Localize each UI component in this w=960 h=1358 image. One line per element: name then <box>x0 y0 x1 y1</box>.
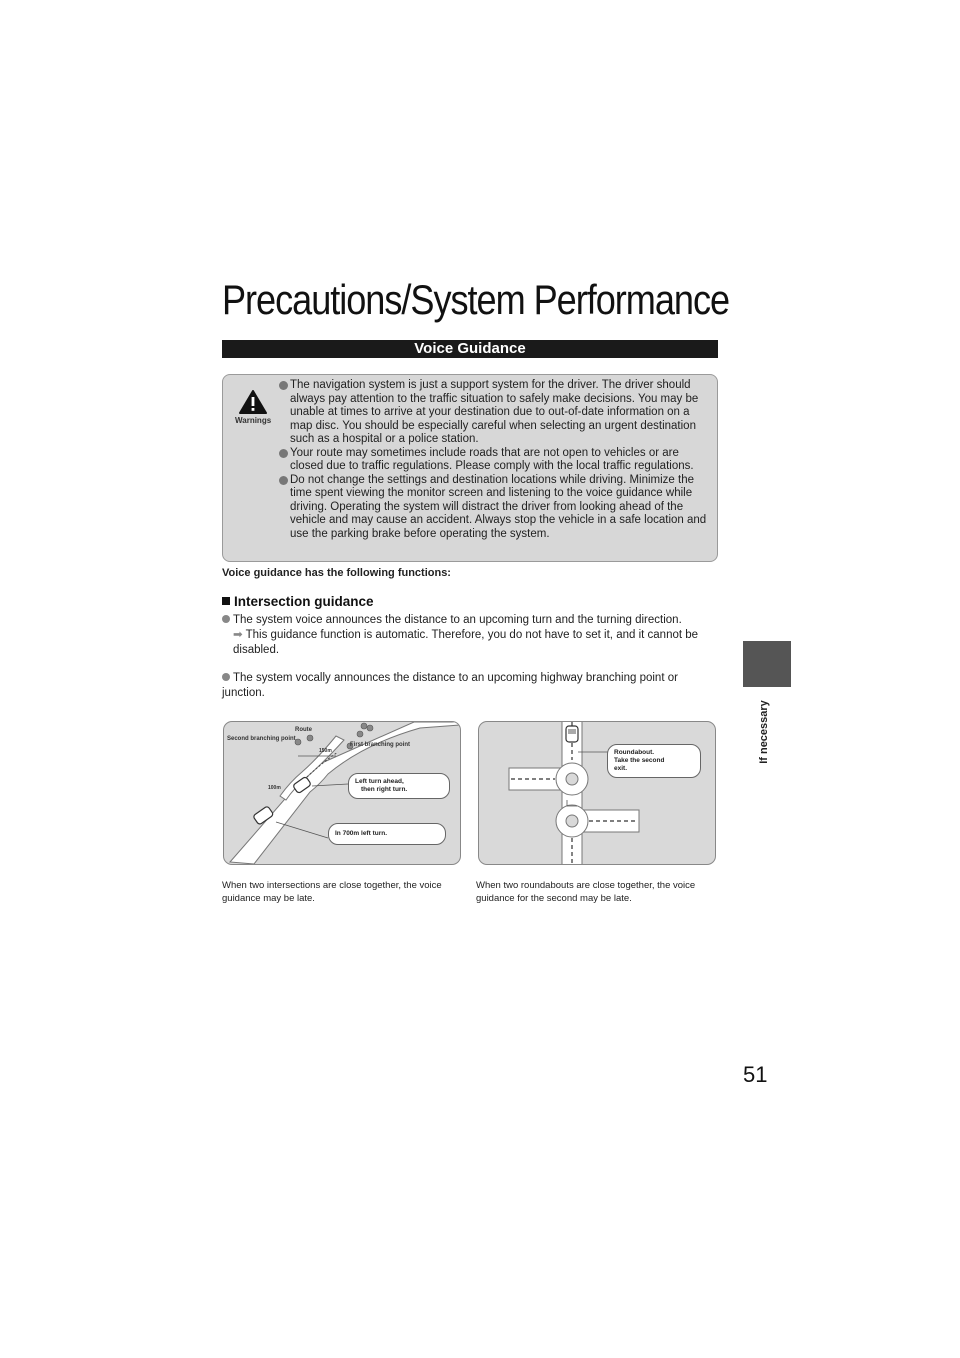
warning-list <box>279 379 711 541</box>
speech-bubble: Left turn ahead, then right turn. <box>348 773 450 799</box>
note: ➡ This guidance function is automatic. Therefore, you do not have to set it, and it cannot be disabled. <box>233 629 699 656</box>
warning-item: The navigation system is just a support system for the driver. The driver should always pay attention to the traffic situation to safely make decisions. You may be unable at times to arrive at your destination due to out-of-date information on a map disc. You should be especially careful when selecting an urgent destination such as a hospital or a police station. <box>279 379 711 447</box>
chapter-tab <box>743 641 791 687</box>
square-bullet-icon <box>222 597 230 605</box>
warning-item: Your route may sometimes include roads that are not open to vehicles or are closed due to traffic regulations. Please comply with the local traffic regulations. <box>279 447 711 474</box>
speech-bubble: Roundabout. Take the second exit. <box>607 744 701 778</box>
figure-caption-2: When two roundabouts are close together, the voice guidance for the second may be late. <box>476 880 696 904</box>
intro-text: Voice guidance has the following functions: <box>222 567 451 579</box>
paragraph-branching: The system vocally announces the distance to an upcoming highway branching point or junction. <box>222 672 678 699</box>
section-header: Voice Guidance <box>222 340 718 358</box>
paragraph-turn: The system voice announces the distance to an upcoming turn and the turning direction. ➡ This guidance function is automatic. Therefore, you do not have to set it, and it cannot be disabled. <box>222 613 722 658</box>
distance-100-label: 100m <box>268 785 281 791</box>
warning-icon <box>235 389 271 425</box>
bullet-icon <box>279 476 288 485</box>
first-branch-label: First branching point <box>350 742 410 748</box>
warning-label: Warnings <box>235 416 272 425</box>
speech-bubble: In 700m left turn. <box>328 823 446 845</box>
subheading: Intersection guidance <box>222 594 374 609</box>
second-branch-label: Second branching point <box>227 736 296 742</box>
bullet-icon <box>279 449 288 458</box>
arrow-icon: ➡ <box>233 629 243 641</box>
bullet-icon <box>279 381 288 390</box>
bullet-icon <box>222 673 230 681</box>
roundabout-illustration <box>478 721 716 865</box>
figure-caption-1: When two intersections are close together, the voice guidance may be late. <box>222 880 442 904</box>
route-label: Route <box>295 727 312 733</box>
intersection-illustration <box>223 721 461 865</box>
warning-item: Do not change the settings and destination locations while driving. Minimize the time spent viewing the monitor screen and listening to the voice guidance while driving. Operating the system will distract the driver from looking ahead of the vehicle and may cause an accident. Always stop the vehicle in a safe location and use the parking brake before operating the system. <box>279 474 711 542</box>
warning-box <box>222 374 718 562</box>
car-icon <box>566 726 578 742</box>
chapter-label: If necessary <box>758 700 770 764</box>
page-title: Precautions/System Performance <box>222 276 730 323</box>
distance-150-label: 150m <box>319 748 332 754</box>
bullet-icon <box>222 615 230 623</box>
page-number: 51 <box>743 1062 768 1087</box>
